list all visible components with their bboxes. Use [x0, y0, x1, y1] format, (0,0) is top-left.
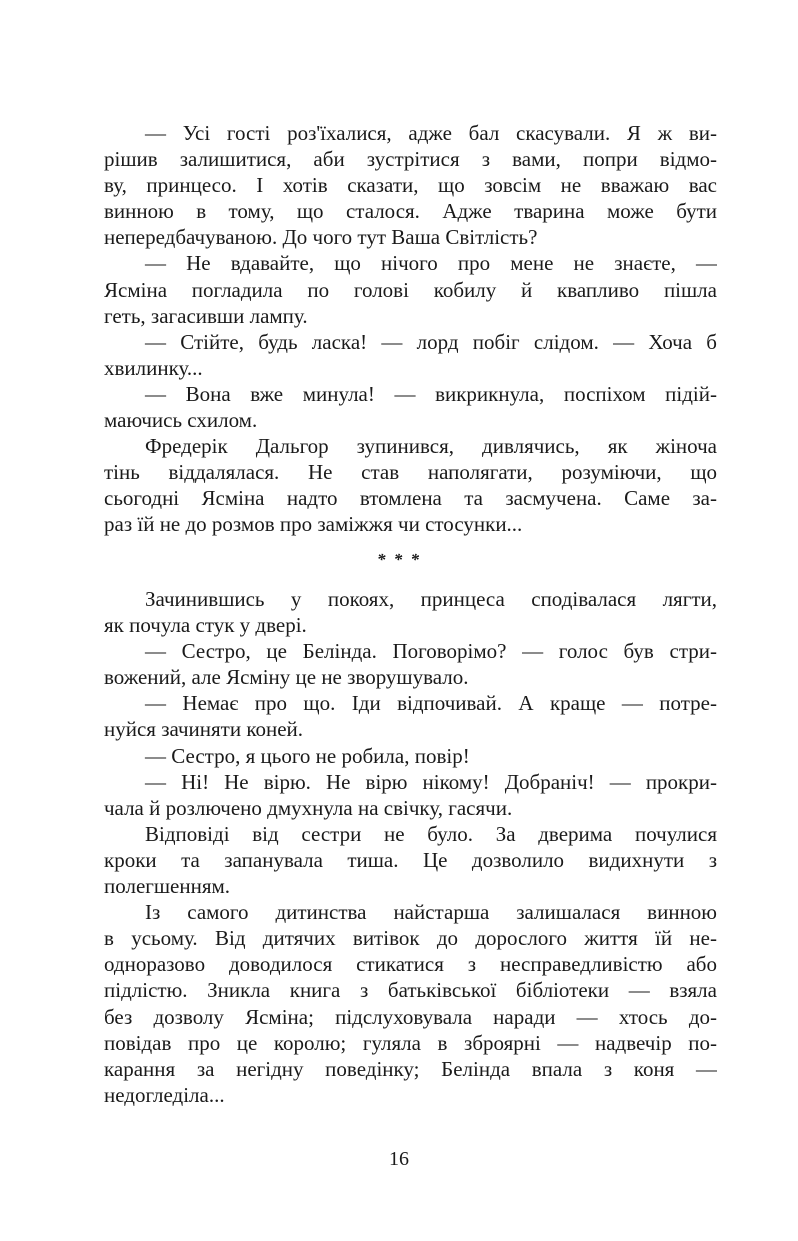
text-line: непередбачуваною. До чого тут Ваша Світлість?	[104, 225, 538, 250]
paragraph	[104, 381, 717, 433]
text-line: — Ні! Не вірю. Не вірю нікому! Добраніч! — прокри-	[145, 769, 717, 794]
paragraph	[104, 899, 717, 1108]
text-line: повідав про це королю; гуляла в зброярні — надвечір по-	[104, 1030, 717, 1055]
text-line: — Вона вже минула! — викрикнула, поспіхом підій-	[145, 381, 717, 406]
paragraph	[104, 586, 717, 638]
text-line: — Сестро, я цього не робила, повір!	[145, 743, 470, 768]
section-separator: * * *	[377, 550, 421, 569]
text-line: чала й розлючено дмухнула на свічку, гасячи.	[104, 795, 513, 820]
text-line: маючись схилом.	[104, 408, 258, 433]
paragraph	[104, 821, 717, 899]
text-line: хвилинку...	[104, 355, 203, 380]
text-line: Ясміна погладила по голові кобилу й квапливо пішла	[104, 277, 717, 302]
paragraph	[104, 769, 717, 821]
text-line: винною в тому, що сталося. Адже тварина може бути	[104, 199, 717, 224]
text-line: тінь віддалялася. Не став наполягати, розуміючи, що	[104, 460, 717, 485]
text-line: рішив залишитися, аби зустрітися з вами, попри відмо-	[104, 147, 717, 172]
text-line: геть, загасивши лампу.	[104, 303, 308, 328]
paragraph	[104, 690, 717, 742]
text-line: — Немає про що. Іди відпочивай. А краще — потре-	[145, 691, 717, 716]
text-line: — Стійте, будь ласка! — лорд побіг слідом. — Хоча б	[145, 329, 717, 354]
text-line: Відповіді від сестри не було. За дверима почулися	[145, 821, 717, 846]
text-section-1	[104, 120, 717, 538]
text-line: — Усі гості роз'їхалися, адже бал скасували. Я ж ви-	[145, 121, 717, 145]
text-line: в усьому. Від дитячих витівок до дорослого життя їй не-	[104, 926, 717, 951]
text-line: — Сестро, це Белінда. Поговорімо? — голос був стри-	[145, 639, 717, 664]
paragraph	[104, 120, 717, 250]
text-line: сьогодні Ясміна надто втомлена та засмучена. Саме за-	[104, 486, 717, 511]
text-line: Із самого дитинства найстарша залишалася винною	[145, 900, 717, 925]
text-line: недогледіла...	[104, 1082, 225, 1107]
text-line: Зачинившись у покоях, принцеса сподівалася лягти,	[145, 587, 717, 611]
text-line: підлістю. Зникла книга з батьківської бібліотеки — взяла	[104, 978, 717, 1003]
text-line: без дозволу Ясміна; підслуховувала наради — хтось до-	[104, 1004, 717, 1029]
paragraph	[104, 433, 717, 537]
text-line: кроки та запанувала тиша. Це дозволило видихнути з	[104, 847, 717, 872]
text-line: — Не вдавайте, що нічого про мене не знаєте, —	[145, 251, 717, 276]
text-line: як почула стук у двері.	[104, 613, 307, 638]
text-line: нуйся зачиняти коней.	[104, 717, 304, 742]
page-number: 16	[389, 1148, 409, 1170]
paragraph	[104, 250, 717, 328]
text-section-2	[104, 586, 717, 1108]
text-line: Фредерік Дальгор зупинився, дивлячись, як жіноча	[145, 434, 717, 459]
text-line: ву, принцесо. І хотів сказати, що зовсім не вважаю вас	[104, 173, 717, 198]
text-line: одноразово доводилося стикатися з несправедливістю або	[104, 952, 717, 977]
paragraph	[104, 638, 717, 690]
paragraph	[104, 329, 717, 381]
paragraph	[104, 743, 717, 769]
text-line: полегшенням.	[104, 874, 231, 899]
text-line: карання за негідну поведінку; Белінда впала з коня —	[104, 1056, 717, 1081]
text-line: раз їй не до розмов про заміжжя чи стосунки...	[104, 512, 523, 537]
text-line: вожений, але Ясміну це не зворушувало.	[104, 665, 469, 690]
